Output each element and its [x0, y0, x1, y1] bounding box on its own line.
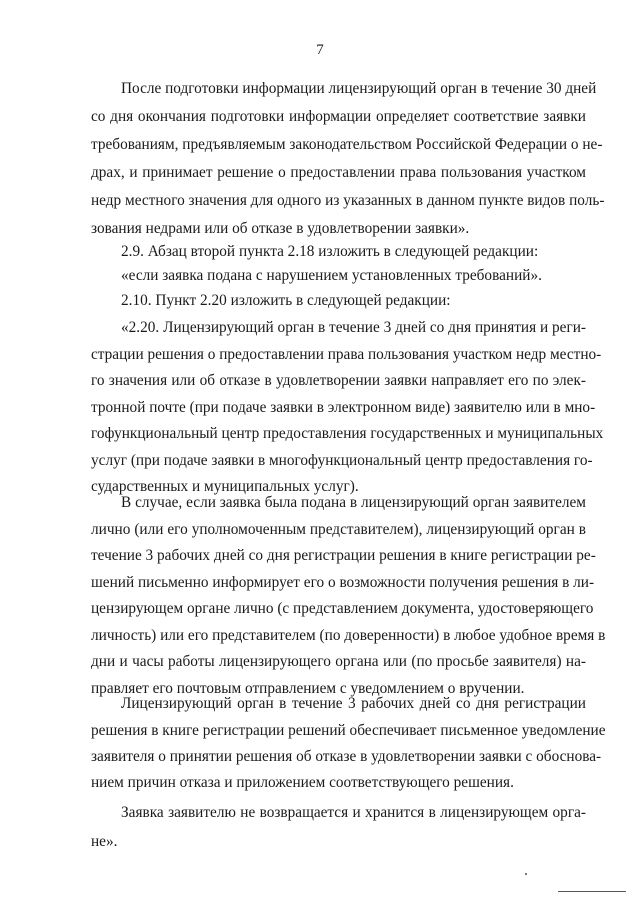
text-line: требованиям, предъявляемым законодательством Российской Федерации о не-: [91, 136, 603, 153]
text-line: лично (или его уполномоченным представителем), лицензирующий орган в: [91, 521, 586, 538]
text-line: 2.10. Пункт 2.20 изложить в следующей редакции:: [121, 292, 451, 309]
text-line: заявителя о принятии решения об отказе в удовлетворении заявки с обоснова-: [91, 748, 602, 765]
text-line: страции решения о предоставлении права пользования участком недр местно-: [91, 346, 602, 363]
text-line: услуг (при подаче заявки в многофункциональный центр предоставления го-: [91, 452, 593, 469]
text-line: драх, и принимает решение о предоставлении права пользования участком: [91, 164, 586, 181]
scan-speck: [525, 873, 527, 875]
text-line: В случае, если заявка была подана в лицензирующий орган заявителем: [121, 494, 586, 511]
text-line: «если заявка подана с нарушением установленных требований».: [121, 267, 542, 284]
text-line: «2.20. Лицензирующий орган в течение 3 дней со дня принятия и реги-: [121, 319, 586, 336]
text-line: шений письменно информирует его о возможности получения решения в ли-: [91, 574, 595, 591]
text-line: решения в книге регистрации решений обеспечивает письменное уведомление: [91, 722, 606, 739]
text-line: личность) или его представителем (по доверенности) в любое удобное время в: [91, 627, 606, 644]
text-line: не».: [91, 833, 118, 850]
text-line: Заявка заявителю не возвращается и хранится в лицензирующем орга-: [121, 804, 586, 821]
text-line: течение 3 рабочих дней со дня регистрации решения в книге регистрации ре-: [91, 547, 596, 564]
text-line: дни и часы работы лицензирующего органа или (по просьбе заявителя) на-: [91, 653, 586, 670]
text-line: недр местного значения для одного из указанных в данном пункте видов поль-: [91, 192, 605, 209]
text-line: Лицензирующий орган в течение 3 рабочих дней со дня регистрации: [121, 695, 586, 712]
text-line: правляет его почтовым отправлением с уведомлением о вручении.: [91, 680, 525, 697]
footer-rule: [558, 891, 626, 892]
text-line: нием причин отказа и приложением соответствующего решения.: [91, 774, 514, 791]
text-line: После подготовки информации лицензирующий орган в течение 30 дней: [121, 80, 597, 97]
text-line: 2.9. Абзац второй пункта 2.18 изложить в следующей редакции:: [121, 243, 539, 260]
text-line: со дня окончания подготовки информации определяет соответствие заявки: [91, 108, 586, 125]
text-line: тронной почте (при подаче заявки в электронном виде) заявителю или в мно-: [91, 399, 596, 416]
text-line: гофункциональный центр предоставления государственных и муниципальных: [91, 425, 604, 442]
page-number: 7: [316, 42, 324, 58]
text-line: сударственных и муниципальных услуг).: [91, 478, 359, 495]
text-line: го значения или об отказе в удовлетворении заявки направляет его по элек-: [91, 372, 586, 389]
text-line: цензирующем органе лично (с представлением документа, удостоверяющего: [91, 600, 594, 617]
text-line: зования недрами или об отказе в удовлетворении заявки».: [91, 220, 470, 237]
